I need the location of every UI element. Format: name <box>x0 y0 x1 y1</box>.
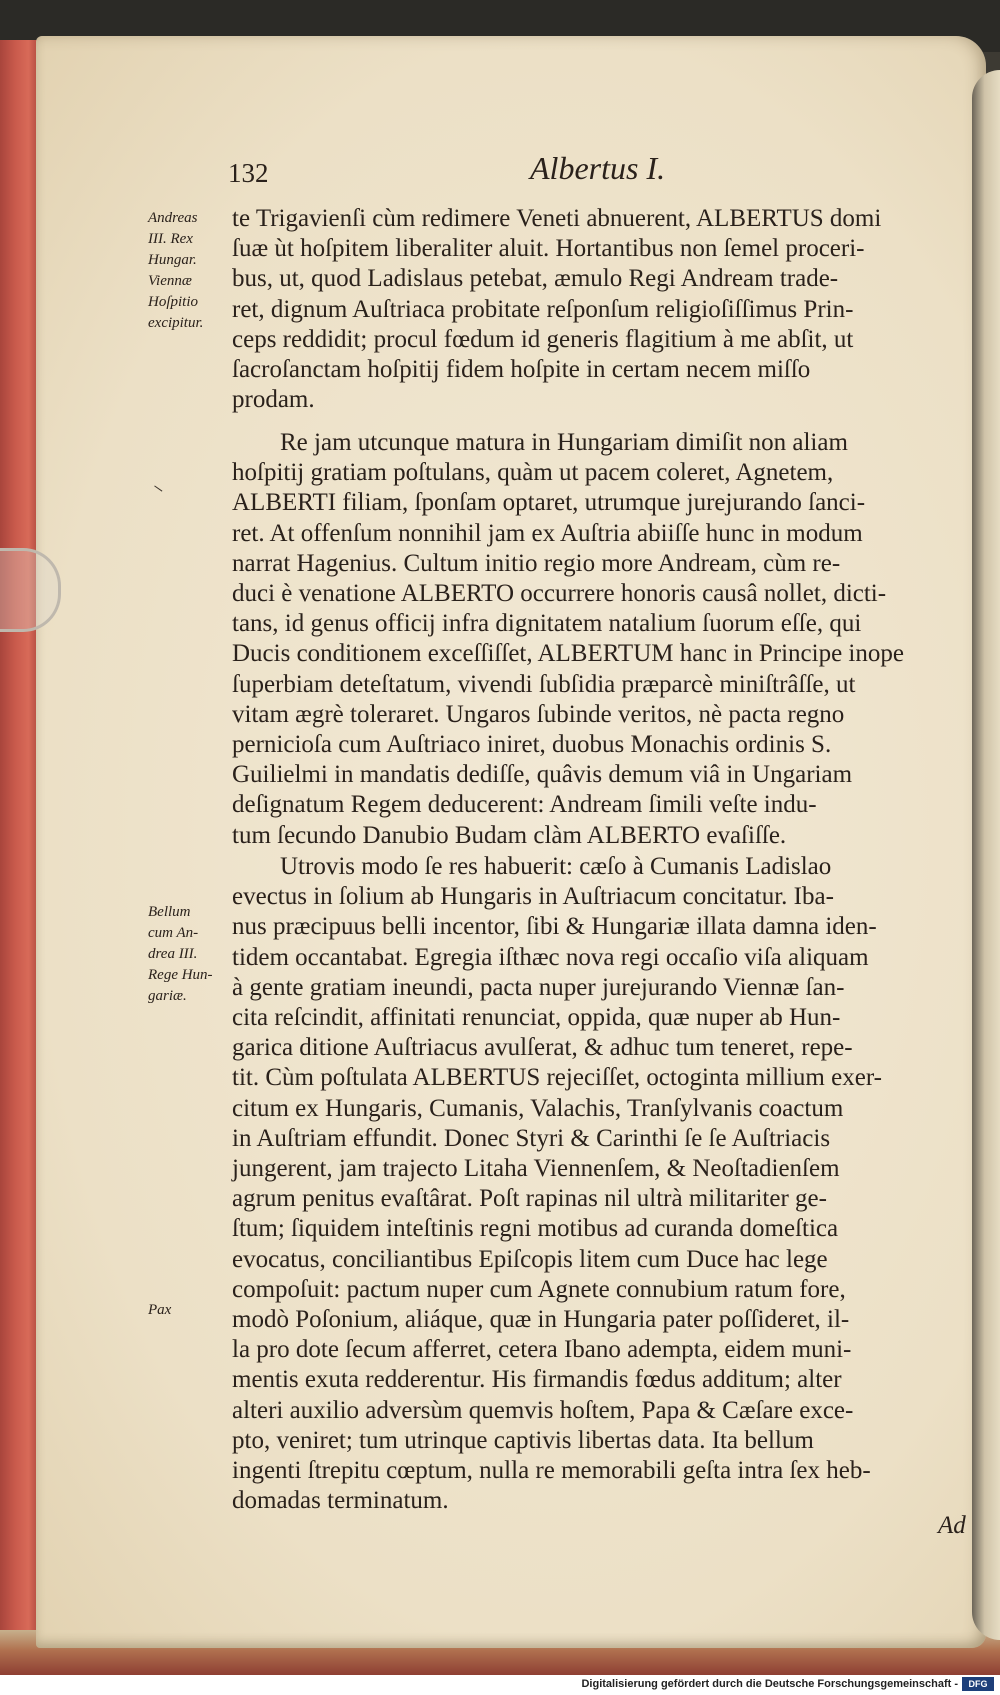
text-line: duci è venatione ALBERTO occurrere honoris causâ nollet, dicti- <box>232 580 887 608</box>
margin-note-pax: Pax <box>148 1302 172 1318</box>
text-line: compoſuit: pactum nuper cum Agnete connubium ratum fore, <box>232 1275 846 1303</box>
text-line: mentis exuta redderentur. His firmandis fœdus additum; alter <box>232 1366 842 1394</box>
text-line: garica ditione Auſtriacus avulſerat, & adhuc tum teneret, repe- <box>232 1034 853 1062</box>
text-line: ſuæ ùt hoſpitem liberaliter aluit. Hortantibus non ſemel proceri- <box>232 235 865 263</box>
text-line: tidem occantabat. Egregia iſthæc nova regi occaſio viſa aliquam <box>232 943 869 971</box>
text-line: tit. Cùm poſtulata ALBERTUS rejeciſſet, octoginta millium exer- <box>232 1064 882 1092</box>
text-line: tum ſecundo Danubio Budam clàm ALBERTO evaſiſſe. <box>232 821 787 849</box>
text-line: citum ex Hungaris, Cumanis, Valachis, Tranſylvanis coactum <box>232 1094 844 1122</box>
right-page-curl <box>972 70 1000 1640</box>
text-line: cita reſcindit, affinitati renunciat, oppida, quæ nuper ab Hun- <box>232 1004 841 1032</box>
text-line: vitam ægrè toleraret. Ungaros ſubinde veritos, nè pacta regno <box>232 700 845 728</box>
text-line: evectus in ſolium ab Hungaris in Auſtriacum concitatur. Iba- <box>232 883 834 911</box>
text-line: ALBERTI filiam, ſponſam optaret, utrumque jurejurando ſanci- <box>232 489 866 517</box>
text-line: Re jam utcunque matura in Hungariam dimiſit non aliam <box>280 429 848 456</box>
text-line: ceps reddidit; procul fœdum id generis flagitium à me abſit, ut <box>232 325 854 353</box>
paragraph-2 <box>232 428 970 851</box>
text-line: ſuperbiam deteſtatum, vivendi ſubſidia præparcè miniſtrâſſe, ut <box>232 670 856 698</box>
text-line: Utrovis modo ſe res habuerit: cæſo à Cumanis Ladislao <box>280 853 832 880</box>
paragraph-3 <box>232 852 970 1516</box>
running-head: Albertus I. <box>530 150 666 186</box>
text-line: modò Poſonium, aliáque, quæ in Hungaria pater poſſideret, il- <box>232 1306 850 1334</box>
margin-note-bellum: Bellum cum An- drea III. Rege Hun- gariæ. <box>148 904 213 1004</box>
text-line: prodam. <box>232 386 315 414</box>
text-line: hoſpitij gratiam poſtulans, quàm ut pacem coleret, Agnetem, <box>232 459 834 487</box>
text-line: agrum penitus evaſtârat. Poſt rapinas nil ultrà militariter ge- <box>232 1185 827 1213</box>
text-line: ingenti ſtrepitu cœptum, nulla re memorabili geſta intra ſex heb- <box>232 1457 871 1485</box>
text-line: nus præcipuus belli incentor, ſibi & Hungariæ illata damna iden- <box>232 913 877 941</box>
text-line: à gente gratiam ineundi, pacta nuper jurejurando Viennæ ſan- <box>232 973 845 1001</box>
text-line: ſtum; ſiquidem inteſtinis regni motibus ad curanda domeſtica <box>232 1215 839 1243</box>
text-line: alteri auxilio adversùm quemvis hoſtem, Papa & Cæſare exce- <box>232 1396 854 1424</box>
text-line: te Trigavienſi cùm redimere Veneti abnuerent, ALBERTUS domi <box>232 205 882 232</box>
text-line: domadas terminatum. <box>232 1487 449 1515</box>
text-line: deſignatum Regem deducerent: Andream ſimili veſte indu- <box>232 791 817 819</box>
text-line: in Auſtriam effundit. Donec Styri & Carinthi ſe ſe Auſtriacis <box>232 1124 831 1152</box>
text-line: narrat Hagenius. Cultum initio regio more Andream, cùm re- <box>232 549 841 577</box>
text-line: pernicioſa cum Auſtriaco iniret, duobus Monachis ordinis S. <box>232 731 832 759</box>
red-page-edges-left <box>0 40 38 1665</box>
margin-note-andreas: Andreas III. Rex Hungar. Viennæ Hoſpitio excipitur. <box>148 210 204 331</box>
text-line: bus, ut, quod Ladislaus petebat, æmulo Regi Andream trade- <box>232 265 839 293</box>
text-line: pto, veniret; tum utrinque captivis libertas data. Ita bellum <box>232 1426 814 1454</box>
digitization-credit: Digitalisierung gefördert durch die Deutsche Forschungsgemeinschaft - <box>581 1678 958 1690</box>
text-line: ſacroſanctam hoſpitij fidem hoſpite in certam necem miſſo <box>232 356 811 384</box>
catchword: Ad <box>938 1512 966 1539</box>
paragraph-1 <box>232 204 970 415</box>
text-line: Guilielmi in mandatis dediſſe, quâvis demum viâ in Ungariam <box>232 761 853 789</box>
dfg-logo: DFG <box>962 1677 994 1691</box>
page-number: 132 <box>228 158 269 188</box>
text-line: Ducis conditionem exceſſiſſet, ALBERTUM hanc in Principe inope <box>232 640 904 668</box>
text-line: jungerent, jam trajecto Litaha Viennenſem, & Neoſtadienſem <box>232 1155 840 1183</box>
text-line: ret. At offenſum nonnihil jam ex Auſtria abiiſſe hunc in modum <box>232 519 863 547</box>
text-line: ret, dignum Auſtriaca probitate reſponſum religioſiſſimus Prin- <box>232 295 854 323</box>
text-line: evocatus, conciliantibus Epiſcopis litem cum Duce hac lege <box>232 1245 828 1273</box>
text-line: tans, id genus officij infra dignitatem natalium ſuorum eſſe, qui <box>232 610 862 638</box>
text-line: la pro dote ſecum afferret, cetera Ibano adempta, eidem muni- <box>232 1336 852 1364</box>
stray-mark: − <box>146 476 169 502</box>
